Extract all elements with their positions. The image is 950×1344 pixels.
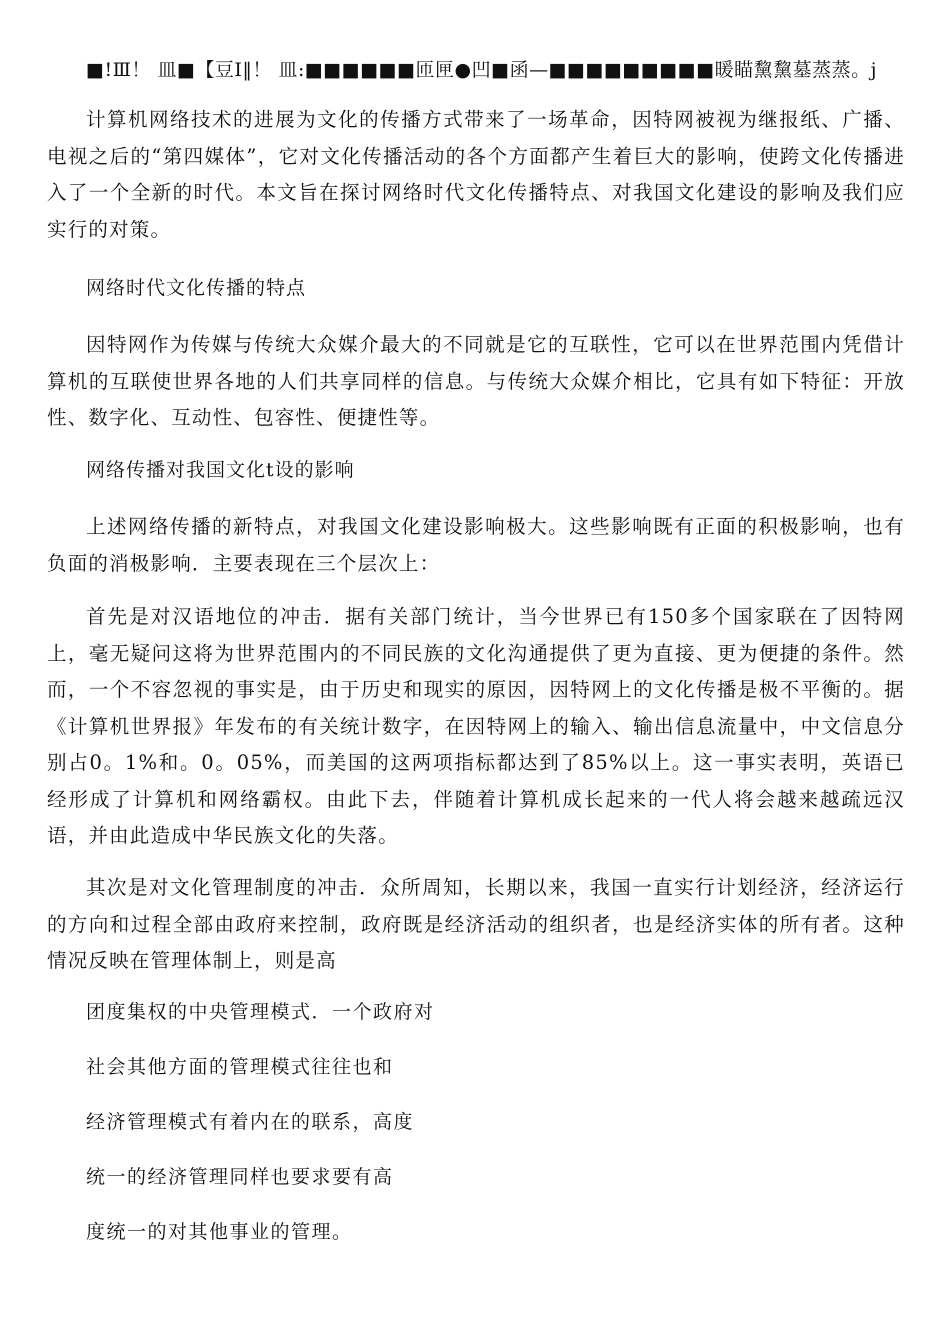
short-line-3: 经济管理模式有着内在的联系，高度: [86, 1111, 415, 1133]
paragraph-impact-overview: 上述网络传播的新特点，对我国文化建设影响极大。这些影响既有正面的积极影响，也有负面的消极影响．主要表现在三个层次上：: [47, 515, 905, 575]
paragraph-management-impact: 其次是对文化管理制度的冲击．众所周知，长期以来，我国一直实行计划经济，经济运行的方向和过程全部由政府来控制，政府既是经济活动的组织者，也是经济实体的所有者。这种情况反映在管理体制上，则是高: [47, 876, 905, 972]
paragraph-language-impact: 首先是对汉语地位的冲击．据有关部门统计，当今世界已有150多个国家联在了因特网上，毫无疑问这将为世界范围内的不同民族的文化沟通提供了更为直接、更为便捷的条件。然而，一个不容忽视的事实是，由于历史和现实的原因，因特网上的文化传播是极不平衡的。据《计算机世界报》年发布的有关统计数字，在因特网上的输入、输出信息流量中，中文信息分别占0。1%和。0。05%，而美国的这两项指标都达到了85%以上。这一事实表明，英语已经形成了计算机和网络霸权。由此下去，伴随着计算机成长起来的一代人将会越来越疏远汉语，并由此造成中华民族文化的失落。: [47, 605, 905, 847]
section-heading-features: 网络时代文化传播的特点: [86, 277, 307, 299]
short-line-1: 团度集权的中央管理模式．一个政府对: [86, 1001, 435, 1023]
section-heading-impact: 网络传播对我国文化t设的影响: [86, 459, 355, 481]
short-line-5: 度统一的对其他事业的管理。: [86, 1221, 353, 1243]
paragraph-features: 因特网作为传媒与传统大众媒介最大的不同就是它的互联性，它可以在世界范围内凭借计算机的互联使世界各地的人们共享同样的信息。与传统大众媒介相比，它具有如下特征：开放性、数字化、互动性、包容性、便捷性等。: [47, 333, 905, 429]
paragraph-intro: 计算机网络技术的进展为文化的传播方式带来了一场革命，因特网被视为继报纸、广播、电视之后的“第四媒体”，它对文化传播活动的各个方面都产生着巨大的影响，使跨文化传播进入了一个全新的时代。本文旨在探讨网络时代文化传播特点、对我国文化建设的影响及我们应实行的对策。: [47, 108, 905, 241]
garbled-header-text: ■!Ⅲ！ 皿■【豆Ⅰ‖！ 皿:■■■■■■匝匣●凹■函—■■■■■■■■■暖瞄黧黧墓蒸蒸。j: [86, 59, 878, 81]
short-line-4: 统一的经济管理同样也要求要有高: [86, 1166, 394, 1188]
short-line-2: 社会其他方面的管理模式往往也和: [86, 1056, 394, 1078]
